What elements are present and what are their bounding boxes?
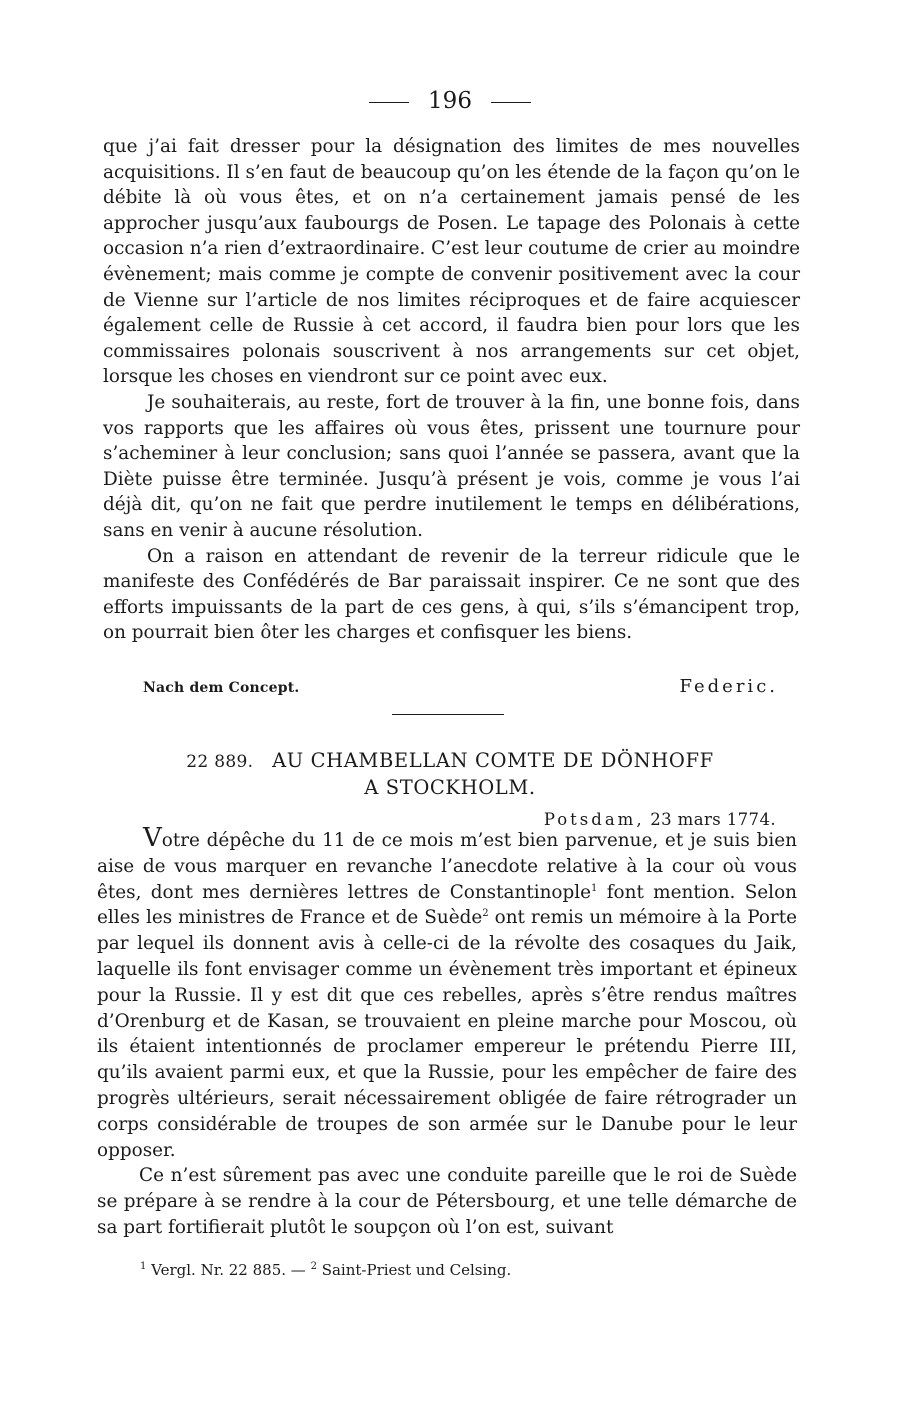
- footnote-ref: 2: [482, 908, 489, 920]
- footnote-ref: 1: [591, 882, 598, 894]
- footnote-mark: 2: [310, 1261, 317, 1272]
- source-note: Nach dem Concept.: [143, 680, 300, 696]
- footnote-text: Vergl. Nr. 22 885. —: [146, 1261, 311, 1279]
- letter-location: A STOCKHOLM.: [364, 776, 536, 799]
- header-dash-left: [369, 102, 409, 103]
- paragraph: Ce n’est sûrement pas avec une conduite pareille que le roi de Suède se prépare à se rendre à la cour de Pétersbourg, et une telle démarche de sa part fortifierait plutôt le soupçon où l’on est, suivant: [97, 1165, 797, 1238]
- letter-body: [97, 823, 797, 1241]
- paragraph: [97, 823, 797, 1163]
- header-dash-right: [491, 102, 531, 103]
- section-divider: [392, 714, 504, 715]
- footnotes: [140, 1260, 780, 1280]
- initial-letter: V: [143, 823, 162, 853]
- page-header: [0, 86, 900, 116]
- footnote-text: Saint-Priest und Celsing.: [316, 1261, 512, 1279]
- paragraph: que j’ai fait dresser pour la désignation des limites de mes nouvelles acquisitions. Il s’en faut de beaucoup qu’on les étende de la façon qu’on le débite là où vous êtes, et on n’a certainement jamais pensé de les approcher jusqu’aux faubourgs de Posen. Le tapage des Polonais à cette occasion n’a rien d’extraordinaire. C’est leur coutume de crier au moindre évènement; mais comme je compte de convenir positivement avec la cour de Vienne sur l’article de nos limites réciproques et de faire acquiescer également celle de Russie à cet accord, il faudra bien pour lors que les commissaires polonais souscrivent à nos arrangements sur cet objet, lorsque les choses en viendront sur ce point avec eux.: [103, 136, 800, 388]
- paragraph: Je souhaiterais, au reste, fort de trouver à la fin, une bonne fois, dans vos rapports que les affaires où vous êtes, prissent une tournure pour s’acheminer à leur conclusion; sans quoi l’année se passera, avant que la Diète puisse être terminée. Jusqu’à présent je vois, comme je vous l’ai déjà dit, qu’on ne fait que perdre inutilement le temps en délibérations, sans en venir à aucune résolution.: [103, 391, 800, 541]
- text-run: otre dépêche du 11 de ce mois m’est bien parvenue, et je suis bien aise de vous marquer en revanche l’anecdote relative à la cour où vous êtes, dont mes dernières lettres de Constantinople: [97, 830, 797, 903]
- letter-date: 23 mars 1774.: [650, 810, 776, 829]
- letter-place: Potsdam,: [543, 810, 645, 829]
- continued-letter-body: [103, 134, 800, 646]
- page-number: 196: [428, 88, 472, 114]
- signature: Federic.: [679, 676, 778, 697]
- letter-number: 22 889.: [186, 752, 254, 772]
- text-run: ont remis un mémoire à la Porte par lequel ils donnent avis à celle-ci de la révolte des cosaques du Jaik, laquelle ils font envisager comme un évènement très important et épineux pour la Russie. Il y est dit que ces rebelles, après s’être rendus maîtres d’Orenburg et de Kasan, se trouvaient en pleine marche pour Moscou, où ils étaient intentionnés de proclamer empereur le prétendu Pierre III, qu’ils avaient parmi eux, et que la Russie, pour les empêcher de faire des progrès ultérieurs, serait nécessairement obligée de faire rétrograder un corps considérable de troupes de son armée sur le Danube pour le leur opposer.: [97, 907, 797, 1161]
- footnote-mark: 1: [140, 1261, 147, 1272]
- letter-heading: [0, 748, 900, 801]
- paragraph: On a raison en attendant de revenir de la terreur ridicule que le manifeste des Confédérés de Bar paraissait inspirer. Ce ne sont que des efforts impuissants de la part de ces gens, à qui, s’ils s’émancipent trop, on pourrait bien ôter les charges et confisquer les biens.: [103, 545, 800, 644]
- letter-heading-line1: [0, 748, 900, 775]
- letter-addressee: AU CHAMBELLAN COMTE DE DÖNHOFF: [272, 749, 714, 772]
- text-run: font mention. Selon elles les ministres de France et de Suède: [97, 881, 797, 929]
